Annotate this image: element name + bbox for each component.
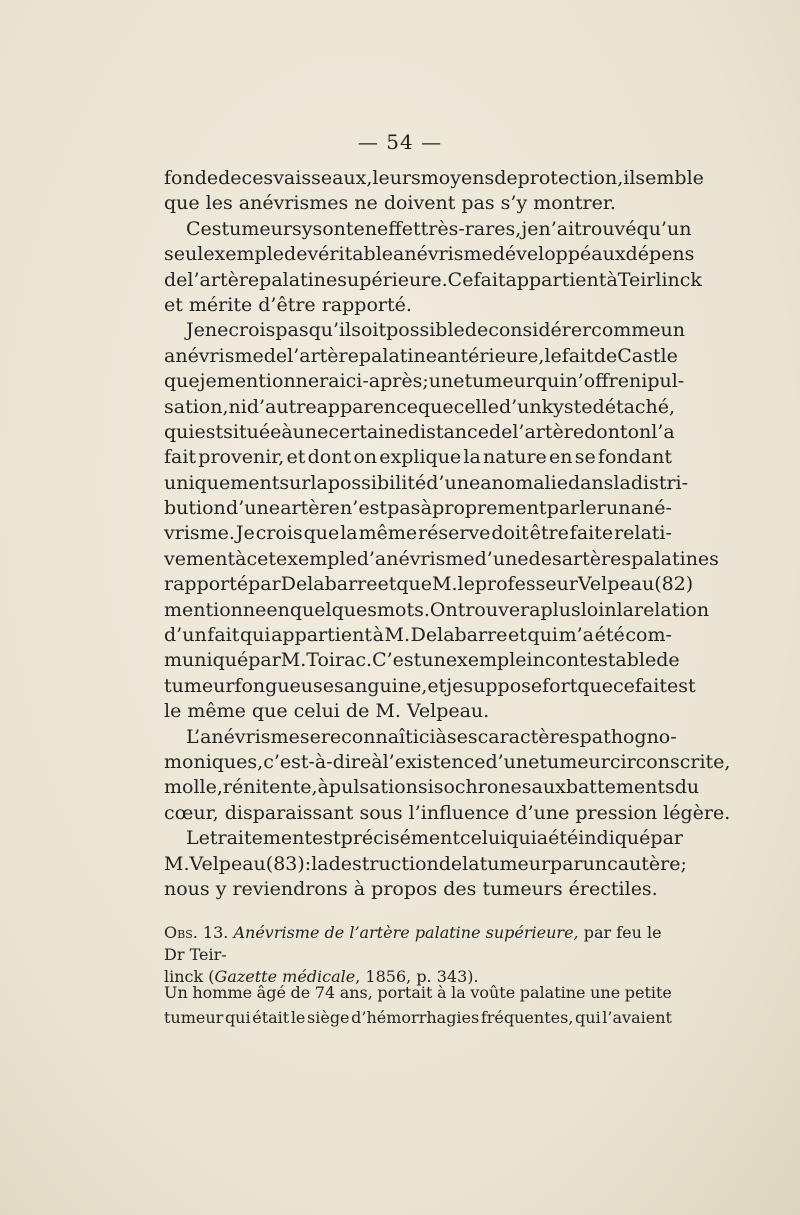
text-line: seul exemple de véritable anévrisme développé aux dépens [164, 243, 695, 266]
observation-line: Un homme âgé de 74 ans, portait à la voûte palatine une petite [164, 983, 672, 1002]
observation-attribution: par feu le Dr Teir- [164, 923, 662, 964]
observation-source-suffix: , 1856, p. 343). [355, 967, 479, 986]
observation-title: Anévrisme de l’artère palatine supérieure, [233, 923, 579, 942]
text-line: que je mentionnerai ci-après ; une tumeur qui n’offre ni pul- [164, 370, 685, 393]
body-text [164, 166, 731, 902]
text-line: rapporté par Delabarre et que M. le professeur Velpeau (82) [164, 573, 694, 596]
text-line: sation, ni d’autre apparence que celle d’un kyste détaché, [164, 395, 676, 418]
text-line: que les anévrismes ne doivent pas s’y montrer. [164, 192, 616, 215]
observation-line: tumeur qui était le siège d’hémorrhagies fréquentes, qui l’avaient [164, 1008, 672, 1028]
text-line: anévrisme de l’artère palatine antérieure, le fait de Castle [164, 344, 678, 367]
text-line: mentionne en quelques mots. On trouvera plus loin la relation [164, 598, 710, 621]
text-line: de l’artère palatine supérieure. Ce fait appartient à Teirlinck [164, 268, 702, 291]
observation-text [164, 982, 672, 1033]
text-line: M. Velpeau (83) : la destruction de la tumeur par un cautère ; [164, 852, 687, 875]
text-line: Ces tumeurs y sont en effet très-rares, je n’ai trouvé qu’un [186, 217, 692, 240]
text-line: fonde de ces vaisseaux, leurs moyens de protection, il semble [164, 167, 704, 189]
text-line: muniqué par M. Toirac. C’est un exemple incontestable de [164, 649, 680, 672]
text-line: uniquement sur la possibilité d’une anomalie dans la distri- [164, 471, 689, 494]
text-line: vement à cet exemple d’anévrisme d’une des artères palatines [164, 547, 719, 570]
observation-source: Gazette médicale [214, 967, 356, 986]
text-line: d’un fait qui appartient à M. Delabarre et qui m’a été com- [164, 624, 672, 647]
text-line: nous y reviendrons à propos des tumeurs érectiles. [164, 877, 658, 900]
text-line: moniques, c’est-à-dire à l’existence d’une tumeur circonscrite, [164, 750, 731, 773]
text-line: et mérite d’être rapporté. [164, 293, 412, 316]
page-number: — 54 — [357, 130, 443, 154]
observation-heading [164, 922, 672, 988]
text-line: qui est située à une certaine distance de l’artère dont on l’a [164, 420, 675, 443]
text-line: L’anévrisme se reconnaît ici à ses caractères pathogno- [186, 725, 677, 748]
observation-label: Obs. 13. [164, 923, 229, 942]
text-line: Le traitement est précisément celui qui a été indiqué par [186, 827, 683, 850]
text-line: molle, rénitente, à pulsations isochrones aux battements du [164, 776, 700, 799]
text-line: vrisme. Je crois que la même réserve doit être faite relati- [164, 522, 672, 545]
text-line: bution d’une artère n’est pas à proprement parler un ané- [164, 497, 672, 520]
text-line: fait provenir, et dont on explique la nature en se fondant [164, 446, 672, 469]
text-line: cœur, disparaissant sous l’influence d’une pression légère. [164, 801, 731, 824]
text-line: Je ne crois pas qu’il soit possible de considérer comme un [186, 319, 686, 342]
text-line: le même que celui de M. Velpeau. [164, 700, 490, 723]
text-line: tumeur fongueuse sanguine, et je suppose fort que ce fait est [164, 674, 696, 697]
observation-source-prefix: linck ( [164, 967, 215, 986]
